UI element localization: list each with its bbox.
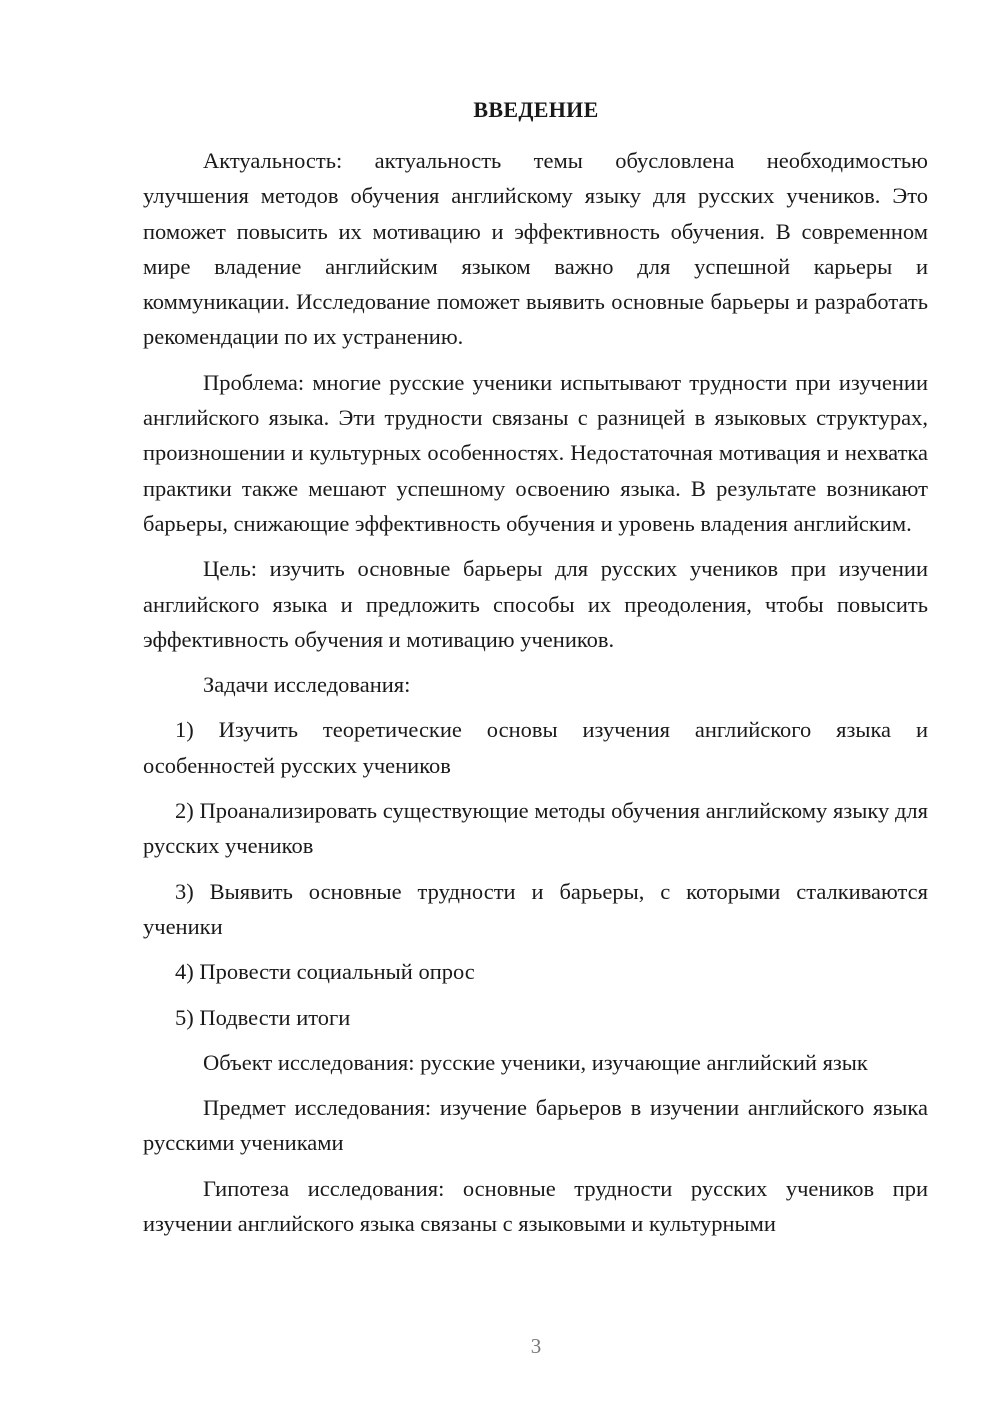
paragraph-object: Объект исследования: русские ученики, изучающие английский язык [203, 1049, 868, 1075]
paragraph-problem: Проблема: многие русские ученики испытывают трудности при изучении английского языка. Эти трудности связаны с разницей в языковых структурах, произношении и культурных особенностях. Недостаточная мотивация и нехватка практики также мешают успешному освоению языка. В результате возникают барьеры, снижающие эффективность обучения и уровень владения английским. [143, 369, 928, 536]
task-item-2: 2) Проанализировать существующие методы обучения английскому языку для русских учеников [143, 798, 928, 859]
page-number: 3 [530, 1334, 542, 1358]
task-item-4: 4) Провести социальный опрос [175, 959, 475, 985]
paragraph-subject: Предмет исследования: изучение барьеров в изучении английского языка русскими учениками [143, 1095, 928, 1156]
task-item-1: 1) Изучить теоретические основы изучения английского языка и особенностей русских учеников [143, 717, 928, 778]
paragraph-hypothesis: Гипотеза исследования: основные трудности русских учеников при изучении английского языка связаны с языковыми и культурными [143, 1175, 928, 1237]
section-heading: ВВЕДЕНИЕ [473, 97, 599, 122]
paragraph-tasks-title: Задачи исследования: [203, 672, 411, 698]
task-item-5: 5) Подвести итоги [175, 1004, 351, 1030]
body-text [143, 143, 928, 1241]
paragraph-goal: Цель: изучить основные барьеры для русских учеников при изучении английского языка и предложить способы их преодоления, чтобы повысить эффективность обучения и мотивацию учеников. [143, 556, 928, 652]
task-item-3: 3) Выявить основные трудности и барьеры, с которыми сталкиваются ученики [143, 878, 928, 939]
paragraph-relevance: Актуальность: актуальность темы обусловлена необходимостью улучшения методов обучения английскому языку для русских учеников. Это поможет повысить их мотивацию и эффективность обучения. В современном мире владение английским языком важно для успешной карьеры и коммуникации. Исследование поможет выявить основные барьеры и разработать рекомендации по их устранению. [143, 148, 928, 350]
